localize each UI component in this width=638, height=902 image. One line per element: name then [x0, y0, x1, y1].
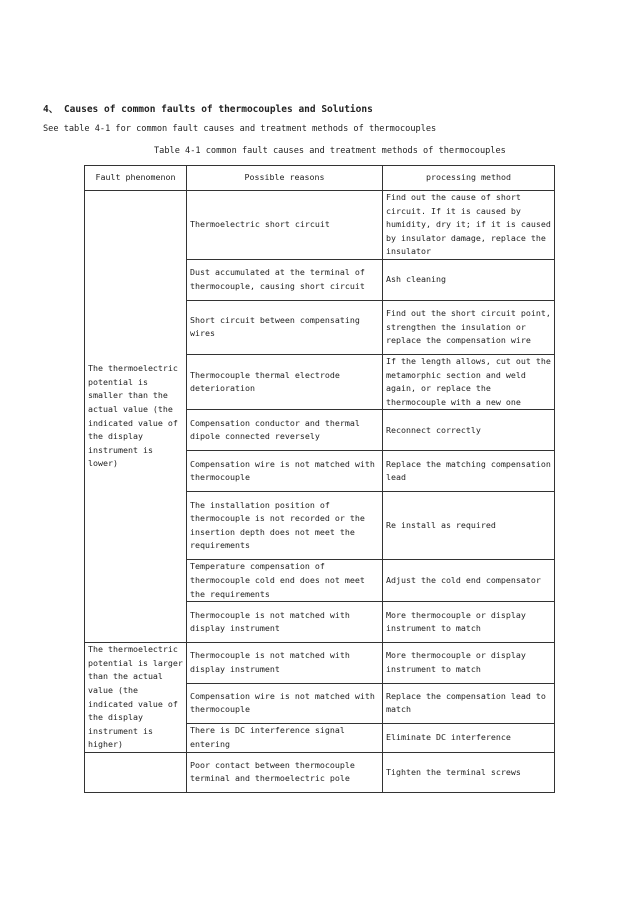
method-cell: Re install as required: [383, 492, 555, 560]
fault-phenomenon-cell: [85, 752, 187, 792]
method-cell: Find out the short circuit point, strengthen the insulation or replace the compensation wire: [383, 300, 555, 354]
reason-cell: Temperature compensation of thermocouple cold end does not meet the requirements: [187, 560, 383, 602]
table-header-row: [85, 166, 555, 191]
reason-cell: There is DC interference signal entering: [187, 724, 383, 753]
method-cell: More thermocouple or display instrument to match: [383, 643, 555, 684]
method-cell: Eliminate DC interference: [383, 724, 555, 753]
method-cell: Replace the compensation lead to match: [383, 683, 555, 724]
table-row: [85, 643, 555, 684]
reason-cell: Dust accumulated at the terminal of thermocouple, causing short circuit: [187, 259, 383, 300]
header-fault-phenomenon: Fault phenomenon: [85, 166, 187, 191]
header-processing-method: processing method: [383, 166, 555, 191]
fault-table: [84, 165, 555, 793]
method-cell: Reconnect correctly: [383, 410, 555, 451]
reason-cell: Poor contact between thermocouple terminal and thermoelectric pole: [187, 752, 383, 792]
table-row: [85, 191, 555, 260]
reason-cell: The installation position of thermocouple is not recorded or the insertion depth does not meet the requirements: [187, 492, 383, 560]
method-cell: Find out the cause of short circuit. If it is caused by humidity, dry it; if it is caused by insulator damage, replace the insulator: [383, 191, 555, 260]
header-possible-reasons: Possible reasons: [187, 166, 383, 191]
method-cell: Ash cleaning: [383, 259, 555, 300]
reason-cell: Compensation conductor and thermal dipole connected reversely: [187, 410, 383, 451]
fault-phenomenon-cell: The thermoelectric potential is larger than the actual value (the indicated value of the display instrument is higher): [85, 643, 187, 753]
reason-cell: Thermoelectric short circuit: [187, 191, 383, 260]
reason-cell: Compensation wire is not matched with thermocouple: [187, 451, 383, 492]
reason-cell: Thermocouple is not matched with display instrument: [187, 602, 383, 643]
method-cell: Replace the matching compensation lead: [383, 451, 555, 492]
reason-cell: Short circuit between compensating wires: [187, 300, 383, 354]
table-caption: Table 4-1 common fault causes and treatment methods of thermocouples: [154, 146, 506, 156]
method-cell: Tighten the terminal screws: [383, 752, 555, 792]
table-row: [85, 752, 555, 792]
reason-cell: Compensation wire is not matched with thermocouple: [187, 683, 383, 724]
reason-cell: Thermocouple thermal electrode deterioration: [187, 354, 383, 409]
reason-cell: Thermocouple is not matched with display instrument: [187, 643, 383, 684]
section-heading: 4、 Causes of common faults of thermocouples and Solutions: [43, 104, 373, 115]
intro-text: See table 4-1 for common fault causes and treatment methods of thermocouples: [43, 124, 437, 134]
fault-phenomenon-cell: The thermoelectric potential is smaller than the actual value (the indicated value of the display instrument is lower): [85, 191, 187, 643]
method-cell: If the length allows, cut out the metamorphic section and weld again, or replace the thermocouple with a new one: [383, 354, 555, 409]
method-cell: Adjust the cold end compensator: [383, 560, 555, 602]
method-cell: More thermocouple or display instrument to match: [383, 602, 555, 643]
